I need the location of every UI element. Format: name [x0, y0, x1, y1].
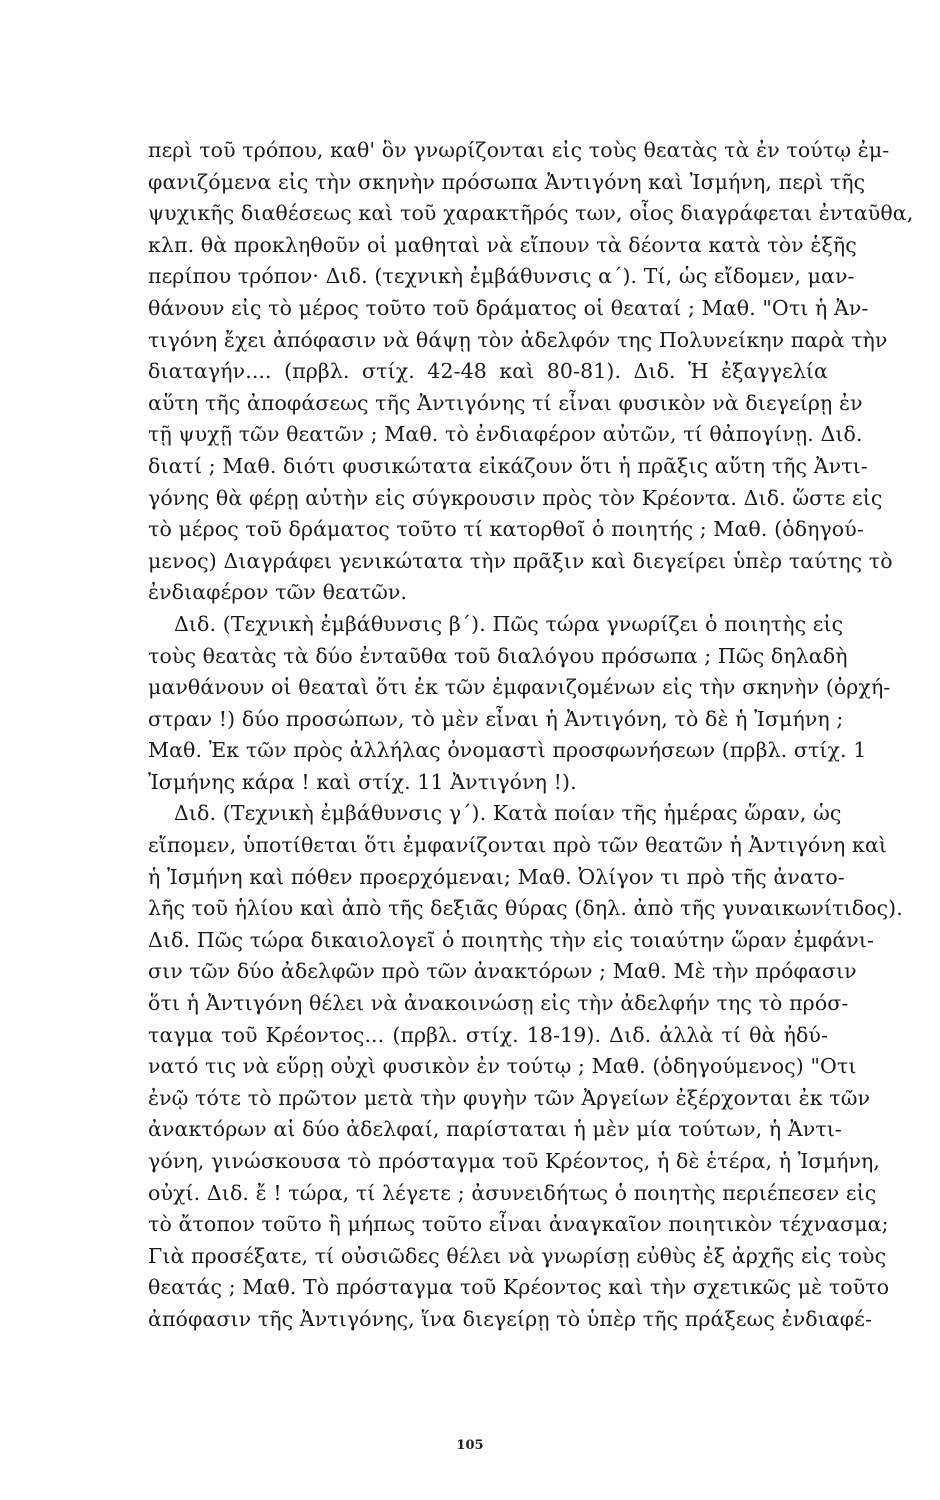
text-line: Μαθ. Ἐκ τῶν πρὸς ἀλλήλας ὀνομαστὶ προσφωνήσεων (πρβλ. στίχ. 1 [148, 738, 867, 763]
text-line: οὐχί. Διδ. ἔ ! τώρα, τί λέγετε ; ἀσυνειδήτως ὁ ποιητὴς περιέπεσεν εἰς [148, 1180, 877, 1205]
text-line: θεατάς ; Μαθ. Τὸ πρόσταγμα τοῦ Κρέοντος καὶ τὴν σχετικῶς μὲ τοῦτο [148, 1275, 890, 1300]
text-line: τοὺς θεατὰς τὰ δύο ἐνταῦθα τοῦ διαλόγου πρόσωπα ; Πῶς δηλαδὴ [148, 643, 848, 668]
text-line: τῇ ψυχῇ τῶν θεατῶν ; Μαθ. τὸ ἐνδιαφέρον αὐτῶν, τί θἀπογίνῃ. Διδ. [148, 422, 863, 447]
text-line: νατό τις νὰ εὕρῃ οὐχὶ φυσικὸν ἐν τούτῳ ; Μαθ. (ὁδηγούμενος) "Οτι [148, 1054, 857, 1079]
text-line: λῆς τοῦ ἡλίου καὶ ἀπὸ τῆς δεξιᾶς θύρας (δηλ. ἀπὸ τῆς γυναικωνίτιδος). [148, 896, 903, 921]
text-line: Ἰσμήνης κάρα ! καὶ στίχ. 11 Ἀντιγόνη !). [148, 769, 577, 794]
text-line: στραν !) δύο προσώπων, τὸ μὲν εἶναι ἡ Ἀντιγόνη, τὸ δὲ ἡ Ἰσμήνη ; [148, 706, 844, 731]
text-line: ἡ Ἰσμήνη καὶ πόθεν προερχόμεναι; Μαθ. Ὀλίγον τι πρὸ τῆς ἀνατο- [148, 864, 845, 889]
text-line: διαταγήν.... (πρβλ. στίχ. 42-48 καὶ 80-81). Διδ. Ἡ ἐξαγγελία [148, 359, 828, 384]
text-line: Γιὰ προσέξατε, τί οὐσιῶδες θέλει νὰ γνωρίσῃ εὐθὺς ἐξ ἀρχῆς εἰς τοὺς [148, 1243, 887, 1268]
text-line: τὸ μέρος τοῦ δράματος τοῦτο τί κατορθοῖ ὁ ποιητής ; Μαθ. (ὁδηγού- [148, 517, 864, 542]
text-line: φανιζόμενα εἰς τὴν σκηνὴν πρόσωπα Ἀντιγόνη καὶ Ἰσμήνη, περὶ τῆς [148, 169, 866, 194]
page-text [148, 135, 914, 1336]
text-line: ἐνδιαφέρον τῶν θεατῶν. [148, 580, 408, 605]
text-line: γόνης θὰ φέρῃ αὐτὴν εἰς σύγκρουσιν πρὸς τὸν Κρέοντα. Διδ. ὥστε εἰς [148, 485, 883, 510]
text-line: τιγόνη ἔχει ἀπόφασιν νὰ θάψῃ τὸν ἀδελφόν της Πολυνείκην παρὰ τὴν [148, 327, 888, 352]
text-line: μανθάνουν οἱ θεαταὶ ὅτι ἐκ τῶν ἐμφανιζομένων εἰς τὴν σκηνὴν (ὀρχή- [148, 675, 891, 700]
text-line: εἴπομεν, ὑποτίθεται ὅτι ἐμφανίζονται πρὸ τῶν θεατῶν ἡ Ἀντιγόνη καὶ [148, 833, 888, 858]
text-line: Διδ. (Τεχνικὴ ἐμβάθυνσις β΄). Πῶς τώρα γνωρίζει ὁ ποιητὴς εἰς [174, 611, 844, 636]
text-line: περὶ τοῦ τρόπου, καθ' ὃν γνωρίζονται εἰς τοὺς θεατὰς τὰ ἐν τούτῳ ἐμ- [148, 138, 890, 162]
text-line: διατί ; Μαθ. διότι φυσικώτατα εἰκάζουν ὅτι ἡ πρᾶξις αὕτη τῆς Ἀντι- [148, 453, 868, 478]
text-line: αὕτη τῆς ἀποφάσεως τῆς Ἀντιγόνης τί εἶναι φυσικὸν νὰ διεγείρῃ ἐν [148, 390, 863, 415]
text-line: περίπου τρόπον· Διδ. (τεχνικὴ ἐμβάθυνσις α΄). Τί, ὡς εἴδομεν, μαν- [148, 264, 855, 289]
text-line: κλπ. θὰ προκληθοῦν οἱ μαθηταὶ νὰ εἴπουν τὰ δέοντα κατὰ τὸν ἑξῆς [148, 232, 857, 257]
text-line: ἐνῷ τότε τὸ πρῶτον μετὰ τὴν φυγὴν τῶν Ἀργείων ἐξέρχονται ἐκ τῶν [148, 1085, 871, 1110]
text-line: θάνουν εἰς τὸ μέρος τοῦτο τοῦ δράματος οἱ θεαταί ; Μαθ. "Οτι ἡ Ἀν- [148, 295, 869, 320]
text-line: μενος) Διαγράφει γενικώτατα τὴν πρᾶξιν καὶ διεγείρει ὑπὲρ ταύτης τὸ [148, 548, 893, 573]
text-line: ὅτι ἡ Ἀντιγόνη θέλει νὰ ἀνακοινώσῃ εἰς τὴν ἀδελφήν της τὸ πρόσ- [148, 991, 849, 1016]
text-line: σιν τῶν δύο ἀδελφῶν πρὸ τῶν ἀνακτόρων ; Μαθ. Μὲ τὴν πρόφασιν [148, 959, 857, 984]
text-line: τὸ ἄτοπον τοῦτο ἢ μήπως τοῦτο εἶναι ἀναγκαῖον ποιητικὸν τέχνασμα; [148, 1212, 889, 1237]
text-line: Διδ. (Τεχνικὴ ἐμβάθυνσις γ΄). Κατὰ ποίαν τῆς ἡμέρας ὥραν, ὡς [174, 801, 842, 826]
text-line: Διδ. Πῶς τώρα δικαιολογεῖ ὁ ποιητὴς τὴν εἰς τοιαύτην ὥραν ἐμφάνι- [148, 927, 874, 952]
text-line: ἀνακτόρων αἱ δύο ἀδελφαί, παρίσταται ἡ μὲν μία τούτων, ἡ Ἀντι- [148, 1117, 842, 1142]
page-number: 105 [456, 1438, 484, 1453]
text-line: ἀπόφασιν τῆς Ἀντιγόνης, ἵνα διεγείρῃ τὸ ὑπὲρ τῆς πράξεως ἐνδιαφέ- [148, 1306, 873, 1331]
text-line: γόνη, γινώσκουσα τὸ πρόσταγμα τοῦ Κρέοντος, ἡ δὲ ἑτέρα, ἡ Ἰσμήνη, [148, 1149, 881, 1173]
text-line: ψυχικῆς διαθέσεως καὶ τοῦ χαρακτῆρός των, οἷος διαγράφεται ἐνταῦθα, [148, 201, 914, 226]
text-line: ταγμα τοῦ Κρέοντος... (πρβλ. στίχ. 18-19). Διδ. ἀλλὰ τί θὰ ἠδύ- [148, 1022, 828, 1047]
